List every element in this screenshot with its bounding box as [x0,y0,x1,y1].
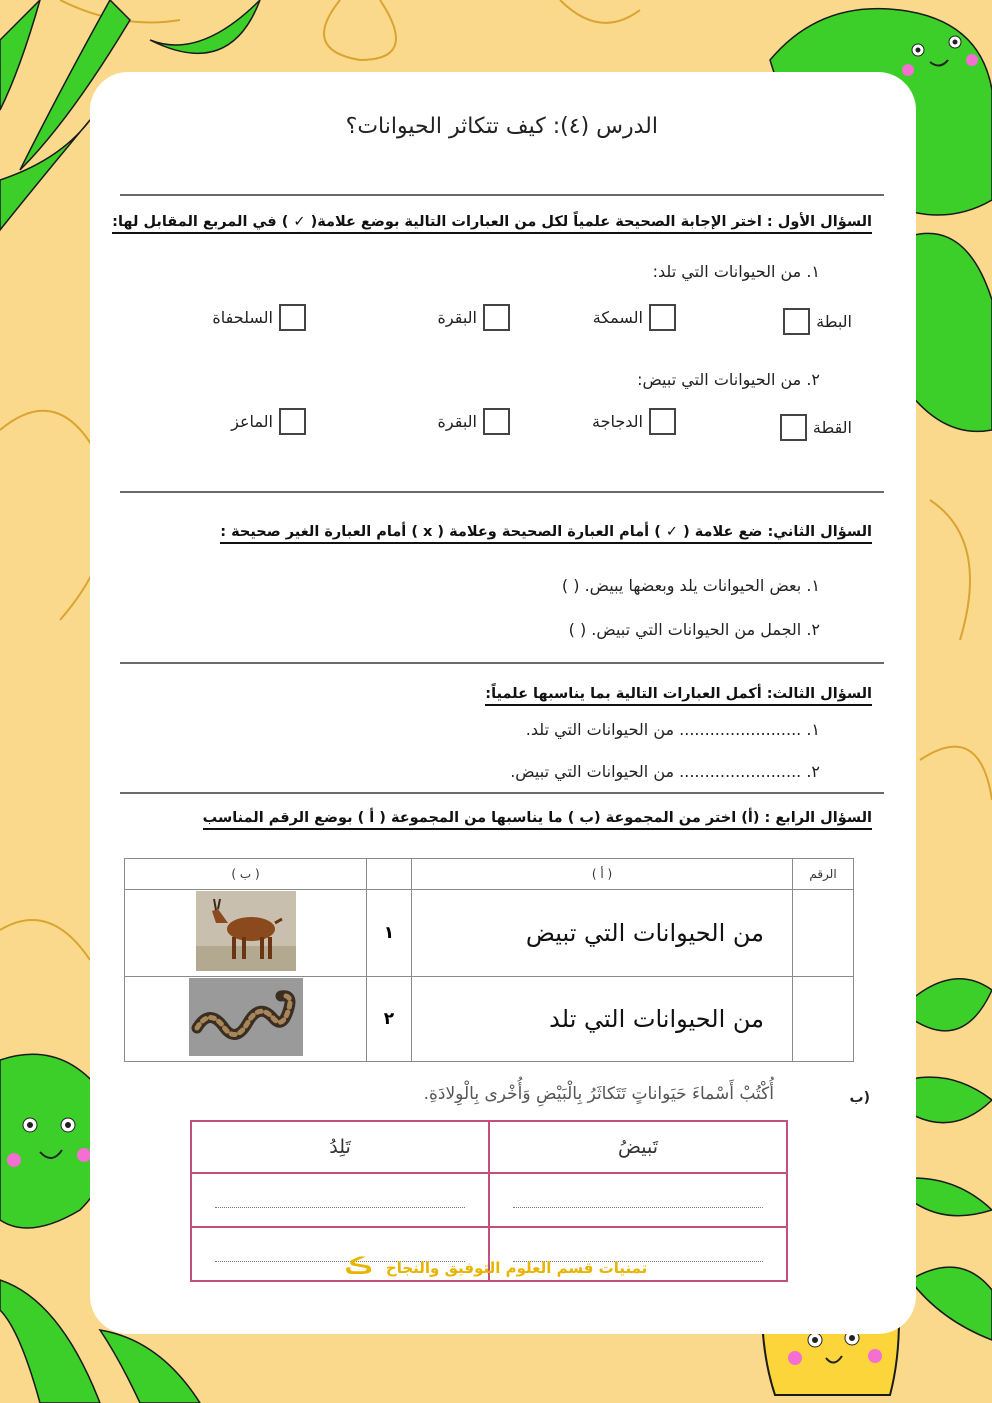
answer-cell[interactable] [793,890,854,977]
matching-table [124,858,854,1062]
goat-image [196,891,296,971]
swirl-icon: ڪ [344,1254,373,1279]
statement-cell: من الحيوانات التي تلد [412,977,793,1062]
q2-item2: ٢. الجمل من الحيوانات التي تبيض. ( ) [568,620,820,639]
checkbox[interactable] [649,304,676,331]
table-row [191,1173,787,1227]
table-header-row [191,1121,787,1173]
image-cell [125,890,367,977]
checkbox[interactable] [279,304,306,331]
checkbox[interactable] [783,308,810,335]
answer-cell[interactable] [793,977,854,1062]
checkbox[interactable] [483,408,510,435]
col-lays-eggs: تَبيضُ [489,1121,787,1173]
snake-image [189,978,303,1056]
statement-cell: من الحيوانات التي تبيض [412,890,793,977]
col-gives-birth: تَلِدُ [191,1121,489,1173]
header-blank [367,859,412,890]
lesson-title: الدرس (٤): كيف تتكاثر الحيوانات؟ [345,114,658,139]
checkbox[interactable] [780,414,807,441]
part-b-instruction: أُكْتُبْ أَسْماءَ حَيَواناتٍ تَتَكاثَرُ بِالْبَيْضِ وَأُخْرى بِالْوِلادَةِ. [423,1084,774,1104]
table-row [125,977,854,1062]
table-row [125,890,854,977]
part-b-label: (ب [849,1090,870,1106]
footer-message: تمنيات قسم العلوم التوفيق والنجاح ڪ [344,1254,648,1279]
answer-line[interactable] [191,1173,489,1227]
q1-heading: السؤال الأول : اختر الإجابة الصحيحة علمياً لكل من العبارات التالية بوضع علامة( ✓ ) في المربع المقابل لها: [112,214,872,234]
divider [120,194,884,196]
checkbox[interactable] [483,304,510,331]
q1-item2-option2[interactable]: الدجاجة [592,408,676,435]
q1-item2-option4[interactable]: الماعز [231,408,306,435]
q1-item1-option1[interactable]: البطة [783,308,852,335]
q1-item1-option4[interactable]: السلحفاة [212,304,306,331]
q1-item2-option3[interactable]: البقرة [438,408,510,435]
q1-item2-option1[interactable]: القطة [780,414,852,441]
image-cell [125,977,367,1062]
checkbox[interactable] [279,408,306,435]
answer-line[interactable] [489,1173,787,1227]
q4-heading: السؤال الرابع : (أ) اختر من المجموعة (ب ) ما يناسبها من المجموعة ( أ ) بوضع الرقم المناسب [203,810,872,830]
divider [120,792,884,794]
divider [120,662,884,664]
divider [120,491,884,493]
q1-item2-prompt: ٢. من الحيوانات التي تبيض: [637,370,820,389]
header-group-b: ( ب ) [125,859,367,890]
worksheet [90,72,916,1334]
checkbox[interactable] [649,408,676,435]
table-header-row [125,859,854,890]
q2-heading: السؤال الثاني: ضع علامة ( ✓ ) أمام العبارة الصحيحة وعلامة ( x ) أمام العبارة الغير صحيحة : [220,524,872,544]
q3-heading: السؤال الثالث: أكمل العبارات التالية بما يناسبها علمياً: [485,686,872,706]
number-cell: ٢ [367,977,412,1062]
q2-item1: ١. بعض الحيوانات يلد وبعضها يبيض. ( ) [561,576,820,595]
q3-item1: ١. ........................ من الحيوانات التي تلد. [525,720,820,739]
header-group-a: ( أ ) [412,859,793,890]
q1-item1-option2[interactable]: السمكة [593,304,676,331]
q1-item1-prompt: ١. من الحيوانات التي تلد: [652,262,820,281]
number-cell: ١ [367,890,412,977]
q3-item2: ٢. ........................ من الحيوانات التي تبيض. [510,762,820,781]
header-number: الرقم [793,859,854,890]
q1-item1-option3[interactable]: البقرة [438,304,510,331]
